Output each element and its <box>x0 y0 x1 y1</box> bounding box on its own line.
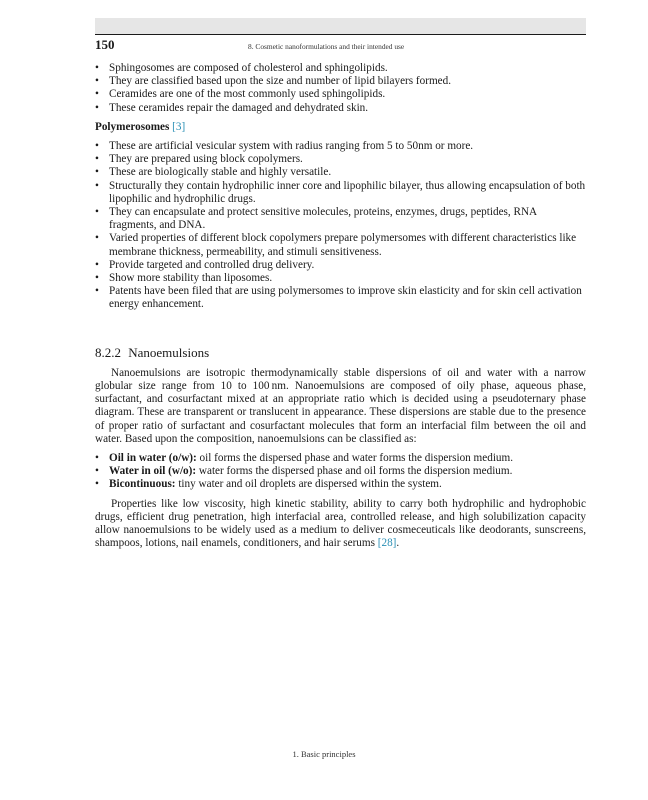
list-item: • Varied properties of different block copolymers prepare polymersomes with different characteristics like membrane thickness, permeability, and stimuli sensitiveness. <box>95 232 577 258</box>
list-item: • Provide targeted and controlled drug delivery. <box>95 258 315 271</box>
list-item: • They can encapsulate and protect sensitive molecules, proteins, enzymes, drugs, peptides, RNA fragments, and DNA. <box>95 206 537 232</box>
list-item: • Sphingosomes are composed of cholesterol and sphingolipids. <box>95 62 388 74</box>
bullet-icon: • <box>95 101 99 114</box>
header-band <box>95 18 586 34</box>
section-heading <box>95 346 586 359</box>
list-item: • Oil in water (o/w): oil forms the dispersed phase and water forms the dispersion medium. <box>95 452 514 465</box>
list-item: • They are prepared using block copolymers. <box>95 153 303 166</box>
polymerosome-list <box>95 140 586 312</box>
list-item: • Show more stability than liposomes. <box>95 272 273 285</box>
list-item: • Water in oil (w/o): water forms the dispersed phase and oil forms the dispersion medium. <box>95 465 513 478</box>
list-item: • Bicontinuous: tiny water and oil droplets are dispersed within the system. <box>95 478 442 491</box>
bullet-icon: • <box>95 478 99 491</box>
page-content <box>95 62 586 551</box>
nanoemulsion-paragraph-1: Nanoemulsions are isotropic thermodynamically stable dispersions of oil and water with a narrow globular size range from 10 to 100 nm. Nanoemulsions are composed of oily phase, aqueous phase, surfactant, and cosurfactant mixed at an appropriate ratio which is decided using a pseudoternary phase diagram. These are transparent or translucent in appearance. These dispersions are stable due to the presence of proper ratio of surfactant and cosurfactant molecules that form an interfacial film between the oil and water. Based upon the composition, nanoemulsions can be classified as: <box>95 366 586 445</box>
list-item: • These are biologically stable and highly versatile. <box>95 166 332 179</box>
bullet-icon: • <box>95 140 99 153</box>
sphingosome-list <box>95 62 586 115</box>
bullet-icon: • <box>95 232 99 245</box>
polymerosomes-heading: Polymerosomes [3] <box>95 120 186 133</box>
page-number: 150 <box>95 37 115 52</box>
bullet-icon: • <box>95 272 99 285</box>
term-label: Bicontinuous: <box>109 478 176 491</box>
bullet-icon: • <box>95 153 99 166</box>
term-label: Water in oil (w/o): <box>109 465 197 478</box>
running-head: 8. Cosmetic nanoformulations and their intended use <box>248 42 405 51</box>
nanoemulsion-types-list <box>95 452 586 492</box>
section-title: Nanoemulsions <box>128 344 210 360</box>
citation-link[interactable]: [3] <box>172 120 186 133</box>
bullet-icon: • <box>95 62 99 74</box>
bullet-icon: • <box>95 206 99 219</box>
list-item: • Structurally they contain hydrophilic inner core and lipophilic bilayer, thus allowing encapsulation of both lipophilic and hydrophilic drugs. <box>95 179 586 205</box>
bullet-icon: • <box>95 75 99 88</box>
bullet-icon: • <box>95 285 99 298</box>
bullet-icon: • <box>95 465 99 478</box>
list-item: • Ceramides are one of the most commonly used sphingolipids. <box>95 88 386 101</box>
term-label: Oil in water (o/w): <box>109 452 197 465</box>
list-item: • Patents have been filed that are using polymersomes to improve skin elasticity and for skin cell activation energy enhancement. <box>95 285 582 311</box>
list-item: • These ceramides repair the damaged and dehydrated skin. <box>95 101 369 114</box>
section-number: 8.2.2 <box>95 344 121 360</box>
list-item: • They are classified based upon the size and number of lipid bilayers formed. <box>95 75 452 88</box>
bullet-icon: • <box>95 88 99 101</box>
bullet-icon: • <box>95 452 99 465</box>
bullet-icon: • <box>95 258 99 271</box>
bullet-icon: • <box>95 179 99 192</box>
nanoemulsion-paragraph-2: Properties like low viscosity, high kinetic stability, ability to carry both hydrophilic and hydrophobic drugs, efficient drug penetration, high interfacial area, controlled release, and high solubilization capacity allow nanoemulsions to be widely used as a medium to deliver cosmeceuticals like deodorants, sunscreens, shampoos, lotions, nail enamels, conditioners, and hair serums [28]. <box>95 497 586 550</box>
page-footer: 1. Basic principles <box>292 749 356 759</box>
header-rule <box>95 34 586 35</box>
bullet-icon: • <box>95 166 99 179</box>
list-item: • These are artificial vesicular system with radius ranging from 5 to 50nm or more. <box>95 140 474 153</box>
citation-link[interactable]: [28] <box>377 537 397 550</box>
